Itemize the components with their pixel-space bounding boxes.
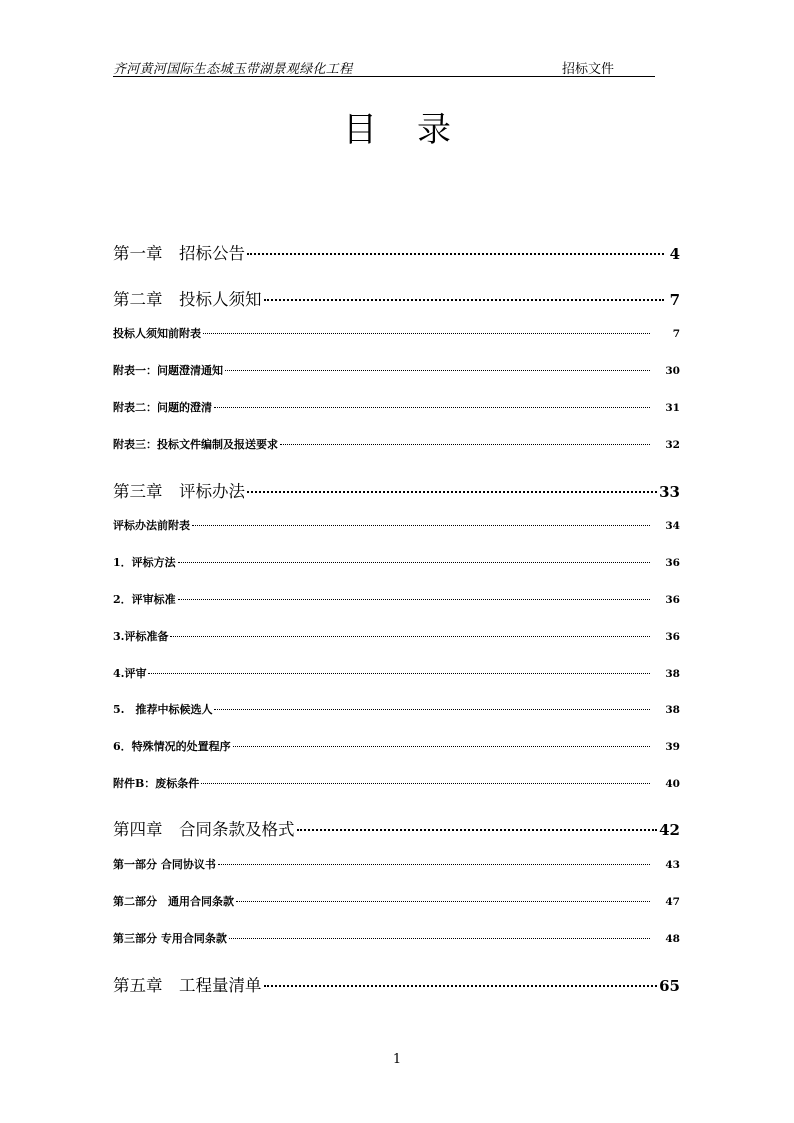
dot-leader (201, 783, 650, 784)
toc-entry[interactable] (113, 325, 680, 341)
toc-chapter-2[interactable] (113, 286, 680, 310)
toc-label: 3.评标准备 (113, 630, 169, 643)
toc-label: 第四章 合同条款及格式 (113, 820, 295, 839)
page-title: 目录 (343, 110, 491, 150)
dot-leader (218, 864, 650, 865)
toc-page-number: 31 (665, 402, 680, 414)
toc-entry[interactable] (113, 554, 680, 570)
toc-page-number: 42 (659, 821, 680, 839)
toc-label: 第二章 投标人须知 (113, 290, 262, 309)
toc-label: 第五章 工程量清单 (113, 976, 262, 995)
toc-chapter-1[interactable] (113, 240, 680, 264)
toc-label: 5. 推荐中标候选人 (113, 703, 213, 716)
toc-page-number: 32 (665, 439, 680, 451)
toc-page-number: 7 (672, 328, 680, 340)
toc-chapter-5[interactable] (113, 972, 680, 996)
toc-page-number: 47 (665, 896, 680, 908)
dot-leader (178, 562, 650, 563)
toc-entry[interactable] (113, 665, 680, 681)
dot-leader (203, 333, 650, 334)
toc-label: 第三章 评标办法 (113, 482, 245, 501)
toc-page-number: 36 (665, 594, 680, 606)
toc-page-number: 38 (665, 668, 680, 680)
dot-leader (148, 673, 650, 674)
toc-page-number: 40 (665, 778, 680, 790)
toc-label: 投标人须知前附表 (113, 327, 201, 340)
dot-leader (233, 746, 650, 747)
toc-label: 6．特殊情况的处置程序 (113, 740, 231, 753)
toc-page-number: 36 (665, 557, 680, 569)
toc-entry[interactable] (113, 893, 680, 909)
toc-label: 4.评审 (113, 667, 147, 680)
toc-label: 1．评标方法 (113, 556, 176, 569)
toc-label: 附表二：问题的澄清 (113, 401, 212, 414)
dot-leader (214, 407, 650, 408)
dot-leader (225, 370, 650, 371)
toc-entry[interactable] (113, 362, 680, 378)
toc-page-number: 34 (665, 520, 680, 532)
toc-entry[interactable] (113, 591, 680, 607)
dot-leader (247, 491, 657, 493)
toc-entry[interactable] (113, 856, 680, 872)
dot-leader (264, 299, 665, 301)
toc-page-number: 48 (665, 933, 680, 945)
toc-label: 第二部分 通用合同条款 (113, 895, 234, 908)
toc-chapter-3[interactable] (113, 478, 680, 502)
toc-entry[interactable] (113, 628, 680, 644)
toc-page-number: 38 (665, 704, 680, 716)
header-doc-type: 招标文件 (562, 62, 615, 77)
toc-page-number: 39 (665, 741, 680, 753)
dot-leader (236, 901, 650, 902)
page-header (113, 56, 655, 77)
toc-page-number: 7 (669, 291, 680, 309)
page-number-footer: 1 (392, 1052, 402, 1067)
toc-label: 附表三：投标文件编制及报送要求 (113, 438, 278, 451)
toc-entry[interactable] (113, 436, 680, 452)
toc-entry[interactable] (113, 738, 680, 754)
toc-entry[interactable] (113, 775, 680, 791)
toc-entry[interactable] (113, 517, 680, 533)
toc-page-number: 30 (665, 365, 680, 377)
toc-label: 第一部分 合同协议书 (113, 858, 216, 871)
toc-page-number: 33 (659, 483, 680, 501)
toc-page-number: 36 (665, 631, 680, 643)
dot-leader (297, 829, 658, 831)
dot-leader (247, 253, 664, 255)
toc-entry[interactable] (113, 930, 680, 946)
toc-page-number: 43 (665, 859, 680, 871)
toc-label: 评标办法前附表 (113, 519, 190, 532)
dot-leader (192, 525, 650, 526)
toc-label: 第一章 招标公告 (113, 244, 245, 263)
header-project-name: 齐河黄河国际生态城玉带湖景观绿化工程 (113, 62, 353, 77)
dot-leader (214, 709, 650, 710)
dot-leader (229, 938, 650, 939)
toc-label: 附件B：废标条件 (113, 777, 200, 790)
toc-chapter-4[interactable] (113, 816, 680, 840)
dot-leader (178, 599, 650, 600)
toc-page-number: 65 (659, 977, 680, 995)
dot-leader (264, 985, 658, 987)
toc-entry[interactable] (113, 701, 680, 717)
toc-entry[interactable] (113, 399, 680, 415)
toc-label: 第三部分 专用合同条款 (113, 932, 227, 945)
toc-label: 2．评审标准 (113, 593, 176, 606)
toc-label: 附表一：问题澄清通知 (113, 364, 223, 377)
dot-leader (170, 636, 650, 637)
dot-leader (280, 444, 650, 445)
toc-page-number: 4 (669, 245, 680, 263)
